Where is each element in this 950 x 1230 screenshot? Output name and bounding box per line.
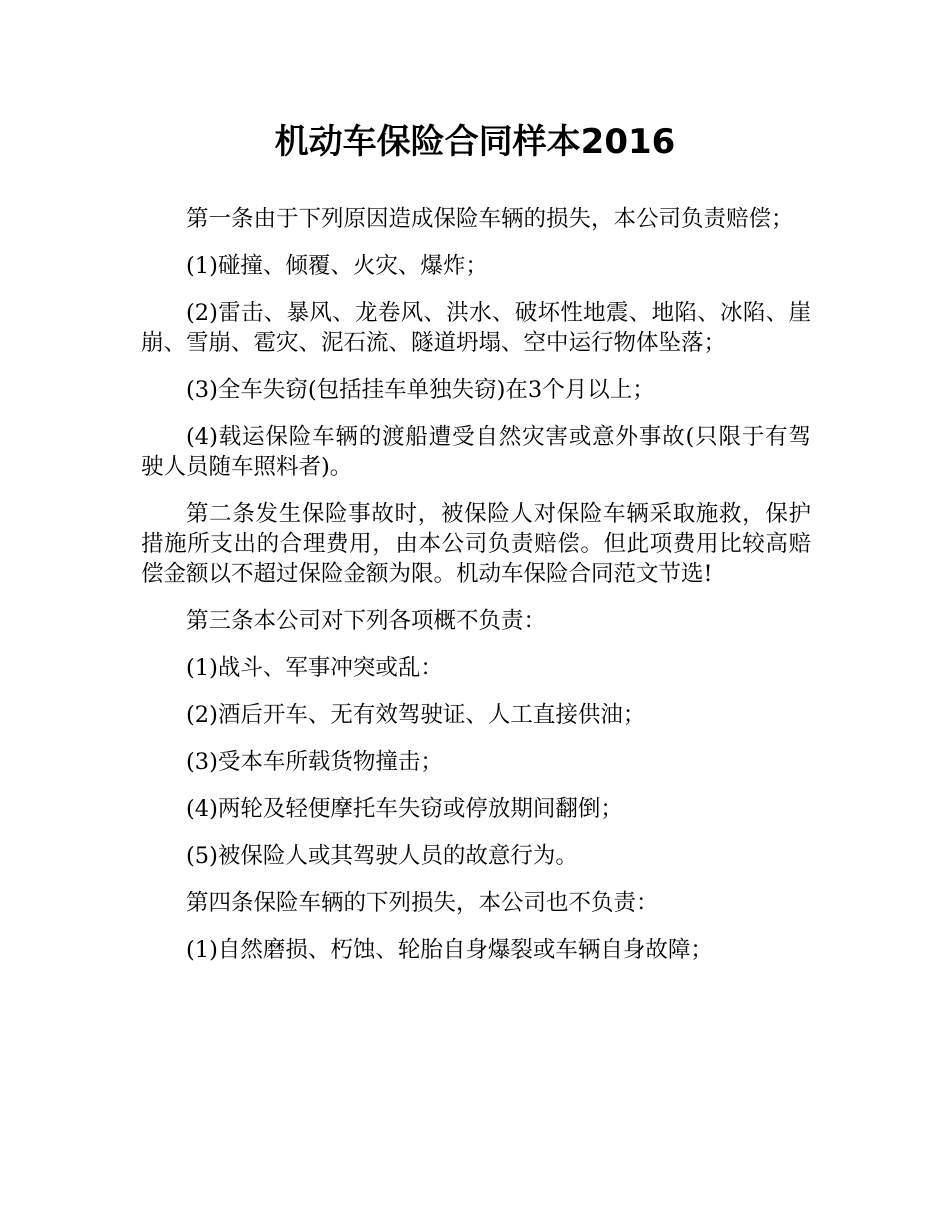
article-1-item-2: (2)雷击、暴风、龙卷风、洪水、破坏性地震、地陷、冰陷、崖崩、雪崩、雹灾、泥石流、隧道坍塌、空中运行物体坠落；	[141, 300, 811, 356]
document-body	[141, 204, 811, 982]
document-title: 机动车保险合同样本2016	[274, 122, 676, 162]
article-3-item-3: (3)受本车所载货物撞击；	[186, 749, 443, 775]
article-2-paragraph: 第二条发生保险事故时，被保险人对保险车辆采取施救，保护措施所支出的合理费用，由本公司负责赔偿。但此项费用比较高赔偿金额以不超过保险金额为限。机动车保险合同范文节选!	[141, 501, 811, 587]
article-1-item-1: (1)碰撞、倾覆、火灾、爆炸；	[186, 253, 488, 279]
article-3-item-2: (2)酒后开车、无有效驾驶证、人工直接供油；	[186, 702, 646, 728]
article-4-item-1: (1)自然磨损、朽蚀、轮胎自身爆裂或车辆自身故障；	[186, 937, 713, 963]
article-4-paragraph: 第四条保险车辆的下列损失，本公司也不负责：	[186, 890, 659, 916]
article-3-item-4: (4)两轮及轻便摩托车失窃或停放期间翻倒；	[186, 796, 623, 822]
article-1-item-3: (3)全车失窃(包括挂车单独失窃)在3个月以上；	[186, 377, 655, 403]
article-3-paragraph: 第三条本公司对下列各项概不负责：	[186, 608, 547, 634]
article-1-paragraph: 第一条由于下列原因造成保险车辆的损失，本公司负责赔偿；	[186, 206, 794, 232]
article-3-item-5: (5)被保险人或其驾驶人员的故意行为。	[186, 843, 578, 869]
article-3-item-1: (1)战斗、军事冲突或乱：	[186, 655, 443, 681]
article-1-item-4: (4)载运保险车辆的渡船遭受自然灾害或意外事故(只限于有驾驶人员随车照料者)。	[141, 424, 811, 480]
